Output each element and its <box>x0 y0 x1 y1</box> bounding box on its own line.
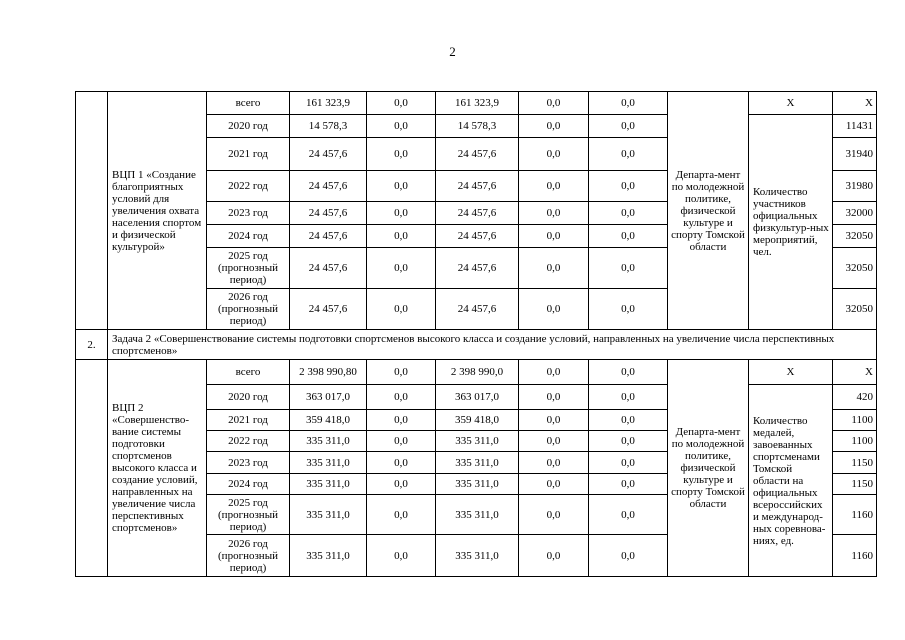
regional-cell: 335 311,0 <box>436 495 519 535</box>
period-cell: 2026 год (прогнозный период) <box>207 535 290 577</box>
period-cell: 2021 год <box>207 410 290 431</box>
local-cell: 0,0 <box>519 289 589 330</box>
target-value-cell: 32000 <box>833 202 877 225</box>
federal-cell: 0,0 <box>367 431 436 452</box>
period-cell: 2025 год (прогнозный период) <box>207 495 290 535</box>
local-cell: 0,0 <box>519 171 589 202</box>
federal-cell: 0,0 <box>367 360 436 385</box>
total-cell: 24 457,6 <box>290 225 367 248</box>
period-cell: 2022 год <box>207 171 290 202</box>
block2-body <box>76 360 877 577</box>
task2-row <box>76 330 877 360</box>
local-cell: 0,0 <box>519 385 589 410</box>
federal-cell: 0,0 <box>367 474 436 495</box>
other-cell: 0,0 <box>589 138 668 171</box>
total-cell: 24 457,6 <box>290 171 367 202</box>
total-cell: 363 017,0 <box>290 385 367 410</box>
federal-cell: 0,0 <box>367 92 436 115</box>
target-value-cell: Х <box>833 360 877 385</box>
row-number-cell <box>76 92 108 330</box>
target-value-cell: Х <box>833 92 877 115</box>
period-cell: 2023 год <box>207 202 290 225</box>
block1-body <box>76 92 877 330</box>
other-cell: 0,0 <box>589 410 668 431</box>
regional-cell: 24 457,6 <box>436 225 519 248</box>
total-cell: 335 311,0 <box>290 474 367 495</box>
other-cell: 0,0 <box>589 474 668 495</box>
total-cell: 359 418,0 <box>290 410 367 431</box>
other-cell: 0,0 <box>589 171 668 202</box>
program-name: ВЦП 1 «Создание благоприятных условий для увеличения охвата населения спортом и физической культурой» <box>108 92 207 330</box>
page-number: 2 <box>449 44 456 59</box>
federal-cell: 0,0 <box>367 495 436 535</box>
federal-cell: 0,0 <box>367 535 436 577</box>
regional-cell: 161 323,9 <box>436 92 519 115</box>
federal-cell: 0,0 <box>367 138 436 171</box>
total-cell: 14 578,3 <box>290 115 367 138</box>
federal-cell: 0,0 <box>367 289 436 330</box>
period-cell: 2024 год <box>207 225 290 248</box>
target-value-cell: 1160 <box>833 495 877 535</box>
other-cell: 0,0 <box>589 385 668 410</box>
table-row <box>76 360 877 385</box>
regional-cell: 335 311,0 <box>436 431 519 452</box>
federal-cell: 0,0 <box>367 225 436 248</box>
federal-cell: 0,0 <box>367 452 436 474</box>
indicator-name: Количество участников официальных физкультур-ных мероприятий, чел. <box>749 115 833 330</box>
program-table <box>75 91 877 577</box>
other-cell: 0,0 <box>589 452 668 474</box>
task2-number: 2. <box>76 330 108 360</box>
local-cell: 0,0 <box>519 92 589 115</box>
total-cell: 335 311,0 <box>290 535 367 577</box>
regional-cell: 24 457,6 <box>436 171 519 202</box>
other-cell: 0,0 <box>589 289 668 330</box>
federal-cell: 0,0 <box>367 248 436 289</box>
period-cell: 2023 год <box>207 452 290 474</box>
federal-cell: 0,0 <box>367 202 436 225</box>
total-cell: 335 311,0 <box>290 431 367 452</box>
period-cell: 2020 год <box>207 115 290 138</box>
regional-cell: 335 311,0 <box>436 452 519 474</box>
local-cell: 0,0 <box>519 115 589 138</box>
target-value-cell: 32050 <box>833 289 877 330</box>
regional-cell: 359 418,0 <box>436 410 519 431</box>
target-value-cell: 1150 <box>833 474 877 495</box>
target-value-cell: 31980 <box>833 171 877 202</box>
other-cell: 0,0 <box>589 248 668 289</box>
period-cell: 2024 год <box>207 474 290 495</box>
regional-cell: 24 457,6 <box>436 289 519 330</box>
total-cell: 335 311,0 <box>290 495 367 535</box>
federal-cell: 0,0 <box>367 115 436 138</box>
regional-cell: 335 311,0 <box>436 535 519 577</box>
local-cell: 0,0 <box>519 431 589 452</box>
other-cell: 0,0 <box>589 360 668 385</box>
other-cell: 0,0 <box>589 115 668 138</box>
regional-cell: 2 398 990,0 <box>436 360 519 385</box>
regional-cell: 335 311,0 <box>436 474 519 495</box>
task2-section <box>76 330 877 360</box>
local-cell: 0,0 <box>519 248 589 289</box>
target-value-cell: 32050 <box>833 248 877 289</box>
local-cell: 0,0 <box>519 138 589 171</box>
indicator-name: Количество медалей, завоеванных спортсменами Томской области на официальных всероссийских и международ-ных соревнова-ниях, ед. <box>749 385 833 577</box>
local-cell: 0,0 <box>519 202 589 225</box>
regional-cell: 363 017,0 <box>436 385 519 410</box>
period-cell: 2020 год <box>207 385 290 410</box>
period-cell: 2022 год <box>207 431 290 452</box>
other-cell: 0,0 <box>589 225 668 248</box>
local-cell: 0,0 <box>519 452 589 474</box>
total-cell: 24 457,6 <box>290 202 367 225</box>
target-value-cell: 31940 <box>833 138 877 171</box>
row-number-cell <box>76 360 108 577</box>
period-cell: 2026 год (прогнозный период) <box>207 289 290 330</box>
total-cell: 335 311,0 <box>290 452 367 474</box>
total-cell: 24 457,6 <box>290 248 367 289</box>
period-cell: всего <box>207 92 290 115</box>
program-name: ВЦП 2 «Совершенство-вание системы подготовки спортсменов высокого класса и создание условий, направленных на увеличение числа перспективных спортсменов» <box>108 360 207 577</box>
federal-cell: 0,0 <box>367 385 436 410</box>
other-cell: 0,0 <box>589 535 668 577</box>
regional-cell: 24 457,6 <box>436 202 519 225</box>
local-cell: 0,0 <box>519 495 589 535</box>
target-value-cell: 1160 <box>833 535 877 577</box>
total-cell: 24 457,6 <box>290 138 367 171</box>
regional-cell: 24 457,6 <box>436 138 519 171</box>
period-cell: всего <box>207 360 290 385</box>
department-cell: Департа-мент по молодежной политике, физической культуре и спорту Томской области <box>668 360 749 577</box>
local-cell: 0,0 <box>519 410 589 431</box>
target-value-cell: 11431 <box>833 115 877 138</box>
target-value-cell: 1100 <box>833 410 877 431</box>
total-cell: 24 457,6 <box>290 289 367 330</box>
period-cell: 2025 год (прогнозный период) <box>207 248 290 289</box>
regional-cell: 14 578,3 <box>436 115 519 138</box>
federal-cell: 0,0 <box>367 410 436 431</box>
total-cell: 2 398 990,80 <box>290 360 367 385</box>
other-cell: 0,0 <box>589 495 668 535</box>
local-cell: 0,0 <box>519 474 589 495</box>
target-value-cell: 32050 <box>833 225 877 248</box>
other-cell: 0,0 <box>589 92 668 115</box>
period-cell: 2021 год <box>207 138 290 171</box>
indicator-value-cell: Х <box>749 92 833 115</box>
target-value-cell: 1150 <box>833 452 877 474</box>
regional-cell: 24 457,6 <box>436 248 519 289</box>
federal-cell: 0,0 <box>367 171 436 202</box>
department-cell: Департа-мент по молодежной политике, физической культуре и спорту Томской области <box>668 92 749 330</box>
local-cell: 0,0 <box>519 535 589 577</box>
indicator-value-cell: Х <box>749 360 833 385</box>
table-row <box>76 92 877 115</box>
local-cell: 0,0 <box>519 225 589 248</box>
task2-text: Задача 2 «Совершенствование системы подготовки спортсменов высокого класса и создание условий, направленных на увеличение числа перспективных спортсменов» <box>108 330 877 360</box>
other-cell: 0,0 <box>589 431 668 452</box>
target-value-cell: 1100 <box>833 431 877 452</box>
total-cell: 161 323,9 <box>290 92 367 115</box>
target-value-cell: 420 <box>833 385 877 410</box>
other-cell: 0,0 <box>589 202 668 225</box>
local-cell: 0,0 <box>519 360 589 385</box>
